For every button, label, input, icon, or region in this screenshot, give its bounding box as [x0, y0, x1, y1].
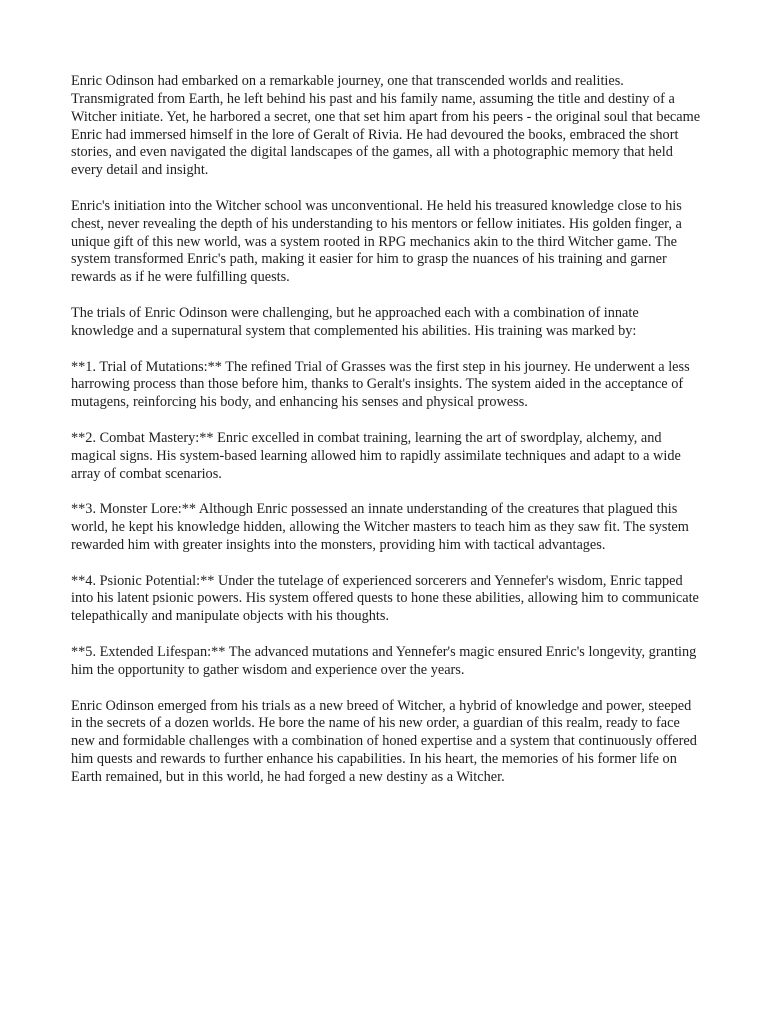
paragraph-monster-lore: **3. Monster Lore:** Although Enric possessed an innate understanding of the creatures that plagued this world, he kept his knowledge hidden, allowing the Witcher masters to teach him as they saw fit. The system rewarded him with greater insights into the monsters, providing him with tactical advantages. — [71, 501, 689, 553]
paragraph-trials: The trials of Enric Odinson were challenging, but he approached each with a combination of innate knowledge and a supernatural system that complemented his abilities. His training was marked by: — [71, 304, 639, 339]
paragraph-combat-mastery: **2. Combat Mastery:** Enric excelled in combat training, learning the art of swordplay, alchemy, and magical signs. His system-based learning allowed him to rapidly assimilate techniques and adapt to a wide array of combat scenarios. — [71, 429, 681, 482]
paragraph-conclusion: Enric Odinson emerged from his trials as a new breed of Witcher, a hybrid of knowledge and power, steeped in the secrets of a dozen worlds. He bore the name of his new order, a guardian of this realm, ready to face new and formidable challenges with a combination of honed expertise and a system that continuously offered him quests and rewards to further enhance his capabilities. In his heart, the memories of his former life on Earth remained, but in this world, he had forged a new destiny as a Witcher. — [71, 697, 697, 785]
paragraph-intro: Enric Odinson had embarked on a remarkable journey, one that transcended worlds and realities. Transmigrated from Earth, he left behind his past and his family name, assuming the title and destiny of a Witcher initiate. Yet, he harbored a secret, one that set him apart from his peers - the original soul that became Enric had immersed himself in the lore of Geralt of Rivia. He had devoured the books, embraced the short stories, and even navigated the digital landscapes of the games, all with a photographic memory that held every detail and insight. — [71, 73, 701, 179]
paragraph-psionic-potential: **4. Psionic Potential:** Under the tutelage of experienced sorcerers and Yennefer's wisdom, Enric tapped into his latent psionic powers. His system offered quests to hone these abilities, allowing him to communicate telepathically and manipulate objects with his thoughts. — [71, 572, 699, 625]
paragraph-trial-of-mutations: **1. Trial of Mutations:** The refined Trial of Grasses was the first step in his journey. He underwent a less harrowing process than those before him, thanks to Geralt's insights. The system aided in the acceptance of mutagens, reinforcing his body, and enhancing his senses and physical prowess. — [71, 358, 690, 411]
document-page — [71, 73, 703, 805]
paragraph-extended-lifespan: **5. Extended Lifespan:** The advanced mutations and Yennefer's magic ensured Enric's longevity, granting him the opportunity to gather wisdom and experience over the years. — [71, 644, 697, 678]
paragraph-initiation: Enric's initiation into the Witcher school was unconventional. He held his treasured knowledge close to his chest, never revealing the depth of his understanding to his mentors or fellow initiates. His golden finger, a unique gift of this new world, was a system rooted in RPG mechanics akin to the third Witcher game. The system transformed Enric's path, making it easier for him to grasp the nuances of his training and garner rewards as if he were fulfilling quests. — [71, 197, 682, 286]
